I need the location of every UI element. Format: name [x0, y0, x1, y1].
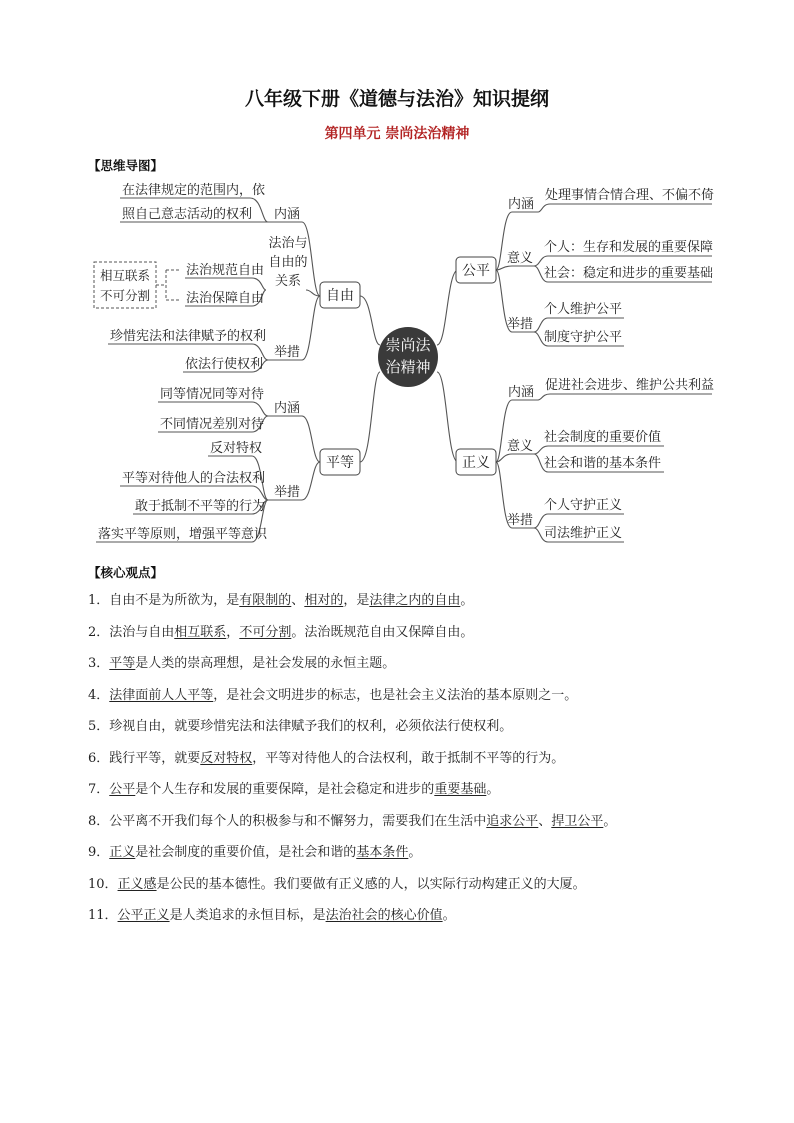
equality-measure-2: 平等对待他人的合法权利: [122, 471, 266, 486]
point-text: 9．: [88, 845, 110, 860]
point-text: 3．: [88, 656, 110, 671]
underlined-keyword: 平等: [109, 656, 136, 671]
underlined-keyword: 公平: [109, 782, 136, 797]
underlined-keyword: 反对特权: [200, 750, 253, 766]
mind-map: [0, 0, 794, 560]
point-text: 5．珍视自由，就要珍惜宪法和法律赋予我们的权利，必须依法行使权利。: [88, 719, 513, 734]
equality-measure-4: 落实平等原则，增强平等意识: [98, 527, 268, 542]
core-point-4: [88, 685, 728, 717]
point-text: 是公民的基本德性。我们要做有正义感的人，以实际行动构建正义的大厦。: [156, 876, 586, 892]
point-text: 是人类追求的永恒目标，是: [169, 908, 326, 923]
point-text: 、: [538, 813, 552, 829]
freedom-connotation-line1: 在法律规定的范围内，依: [122, 183, 266, 198]
core-points-list: [88, 590, 728, 937]
point-text: ，是: [343, 593, 370, 608]
bracket-text-2: 不可分割: [99, 288, 151, 303]
underlined-keyword: 不可分割: [239, 624, 292, 640]
point-text: 1．自由不是为所欲为，是: [88, 593, 240, 608]
justice-meaning-1: 社会制度的重要价值: [544, 430, 662, 445]
point-text: 。法治既规范自由又保障自由。: [291, 624, 474, 640]
point-text: 。: [460, 593, 474, 608]
core-point-8: [88, 811, 728, 843]
node-justice: 正义: [462, 455, 490, 471]
point-text: 。: [603, 813, 617, 829]
justice-measure-2: 司法维护正义: [544, 526, 623, 541]
unit-subtitle: 第四单元 崇尚法治精神: [324, 126, 470, 142]
mindmap-section-label: 【思维导图】: [88, 158, 164, 173]
core-point-2: [88, 622, 728, 654]
fairness-meaning-label: 意义: [506, 251, 534, 266]
underlined-keyword: 法律面前人人平等: [109, 687, 214, 703]
fairness-connotation: 处理事情合情合理、不偏不倚: [545, 188, 715, 203]
underlined-keyword: 追求公平: [486, 813, 539, 829]
node-freedom: 自由: [326, 288, 354, 304]
underlined-keyword: 相对的: [304, 593, 344, 608]
underlined-keyword: 正义感: [117, 876, 157, 892]
freedom-connotation-label: 内涵: [273, 207, 301, 222]
freedom-measure-1: 珍惜宪法和法律赋予的权利: [110, 329, 267, 344]
core-point-10: [88, 874, 728, 906]
point-text: ，: [226, 624, 240, 640]
point-text: 6．践行平等，就要: [88, 750, 201, 766]
point-text: 。: [408, 845, 422, 860]
justice-connotation-label: 内涵: [507, 385, 535, 400]
freedom-measure-2: 依法行使权利: [185, 357, 264, 372]
point-text: 11．: [88, 908, 118, 923]
point-text: 是个人生存和发展的重要保障，是社会稳定和进步的: [135, 782, 435, 797]
point-text: 是社会制度的重要价值，是社会和谐的: [135, 845, 357, 860]
justice-connotation: 促进社会进步、维护公共利益: [545, 378, 715, 393]
freedom-relation-label-3: 关系: [274, 274, 302, 289]
freedom-measures-label: 举措: [273, 345, 301, 360]
equality-measure-1: 反对特权: [210, 441, 263, 456]
core-point-1: [88, 590, 728, 622]
core-point-7: [88, 779, 728, 811]
core-points-section-label: 【核心观点】: [88, 565, 164, 580]
equality-connotation-label: 内涵: [273, 401, 301, 416]
point-text: 10．: [88, 876, 118, 892]
page-title: 八年级下册《道德与法治》知识提纲: [244, 88, 549, 110]
equality-measure-3: 敢于抵制不平等的行为: [135, 499, 266, 514]
freedom-relation-item-2: 法治保障自由: [186, 291, 265, 306]
fairness-connotation-label: 内涵: [507, 197, 535, 212]
justice-meaning-label: 意义: [506, 439, 534, 454]
fairness-measure-2: 制度守护公平: [544, 330, 623, 345]
justice-meaning-2: 社会和谐的基本条件: [544, 456, 662, 471]
fairness-meaning-2: 社会：稳定和进步的重要基础: [544, 266, 714, 281]
core-point-9: [88, 842, 728, 874]
core-point-5: [88, 716, 728, 748]
point-text: 7．: [88, 782, 110, 797]
point-text: 。: [486, 782, 500, 797]
underlined-keyword: 正义: [109, 845, 136, 860]
fairness-measures-label: 举措: [506, 317, 534, 332]
freedom-relation-label-1: 法治与: [268, 236, 308, 251]
underlined-keyword: 法治社会的核心价值: [325, 908, 443, 923]
core-point-6: [88, 748, 728, 780]
point-text: 、: [291, 593, 305, 608]
equality-measures-label: 举措: [273, 485, 301, 500]
justice-measure-1: 个人守护正义: [544, 498, 623, 513]
justice-measures-label: 举措: [506, 513, 534, 528]
freedom-relation-label-2: 自由的: [268, 255, 308, 270]
point-text: ，是社会文明进步的标志，也是社会主义法治的基本原则之一。: [213, 687, 578, 703]
freedom-relation-item-1: 法治规范自由: [186, 263, 265, 278]
freedom-connotation-line2: 照自己意志活动的权利: [122, 207, 253, 222]
equality-connotation-2: 不同情况差别对待: [160, 417, 265, 432]
node-fairness: 公平: [462, 263, 490, 279]
underlined-keyword: 有限制的: [239, 593, 292, 608]
center-text-line1: 崇尚法: [385, 336, 431, 354]
point-text: ，平等对待他人的合法权利，敢于抵制不平等的行为。: [252, 750, 565, 766]
point-text: 是人类的崇高理想，是社会发展的永恒主题。: [135, 656, 396, 671]
underlined-keyword: 捍卫公平: [551, 813, 604, 829]
underlined-keyword: 基本条件: [356, 845, 409, 860]
underlined-keyword: 相互联系: [174, 624, 227, 640]
underlined-keyword: 公平正义: [117, 908, 170, 923]
center-text-line2: 治精神: [385, 358, 431, 376]
node-equality: 平等: [326, 455, 354, 471]
core-point-3: [88, 653, 728, 685]
fairness-measure-1: 个人维护公平: [544, 302, 623, 317]
fairness-meaning-1: 个人：生存和发展的重要保障: [544, 240, 714, 255]
point-text: 2．法治与自由: [88, 624, 175, 640]
bracket-text-1: 相互联系: [99, 268, 151, 283]
core-point-11: [88, 905, 728, 937]
underlined-keyword: 法律之内的自由: [369, 593, 461, 608]
point-text: 4．: [88, 687, 110, 703]
point-text: 8．公平离不开我们每个人的积极参与和不懈努力，需要我们在生活中: [88, 813, 487, 829]
point-text: 。: [442, 908, 456, 923]
underlined-keyword: 重要基础: [434, 782, 487, 797]
equality-connotation-1: 同等情况同等对待: [160, 387, 265, 402]
